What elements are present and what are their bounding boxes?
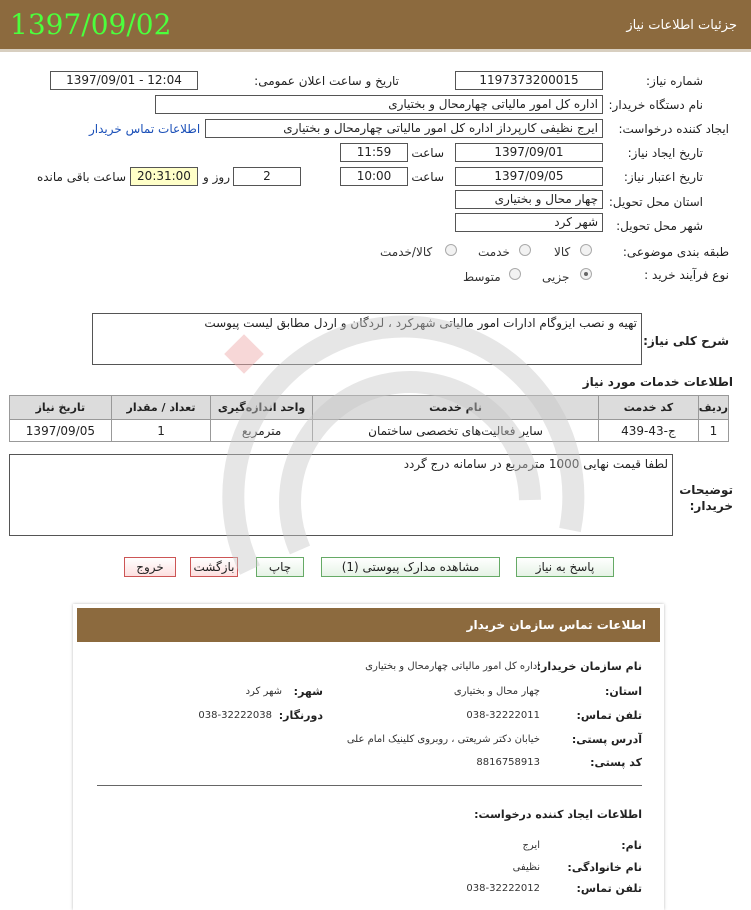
description-field[interactable]: تهیه و نصب ایزوگام ادارات امور مالیاتی شهرکرد ، لردگان و اردل مطابق لیست پیوست <box>92 313 642 365</box>
create-date-field[interactable]: 1397/09/01 <box>455 143 603 162</box>
buyer-org-label: نام دستگاه خریدار: <box>608 98 703 112</box>
process-option-minor: جزیی <box>542 270 570 284</box>
validity-label: تاریخ اعتبار نیاز: <box>623 170 703 184</box>
category-option-goods: کالا <box>554 245 571 259</box>
reply-button[interactable]: پاسخ به نیاز <box>516 557 614 577</box>
exit-button[interactable]: خروج <box>124 557 176 577</box>
validity-time-label: ساعت <box>411 170 444 184</box>
process-option-medium: متوسط <box>463 270 501 284</box>
city-label: شهر محل تحویل: <box>616 219 703 233</box>
contact-fax-value: 038-32222038 <box>198 710 272 721</box>
need-number-field[interactable]: 1197373200015 <box>455 71 603 90</box>
process-label: نوع فرآیند خرید : <box>644 268 729 282</box>
cell-need-date: 1397/09/05 <box>10 420 112 442</box>
category-radio-goods[interactable] <box>580 244 592 256</box>
table-row <box>10 420 729 442</box>
buyer-notes-label: توضیحات خریدار: <box>679 483 733 513</box>
creator-phone-value: 038-32222012 <box>466 883 540 894</box>
remaining-label: ساعت باقی مانده <box>36 170 126 184</box>
buyer-org-field[interactable]: اداره کل امور مالیاتی چهارمحال و بختیاری <box>155 95 603 114</box>
cell-service-code: ج-43-439 <box>599 420 699 442</box>
col-need-date: تاریخ نیاز <box>10 396 112 420</box>
table-header-row <box>10 396 729 420</box>
header-date: 1397/09/02 <box>10 8 172 41</box>
creator-name-value: ایرج <box>522 840 540 851</box>
cell-service-name: سایر فعالیت‌های تخصصی ساختمان <box>312 420 598 442</box>
contact-province-value: چهار محال و بختیاری <box>453 686 540 697</box>
cell-unit: مترمربع <box>211 420 313 442</box>
divider <box>97 785 642 786</box>
page-header <box>0 0 751 52</box>
creator-name-key: نام: <box>621 839 642 852</box>
contact-postal-key: کد پستی: <box>590 756 642 769</box>
create-date-label: تاریخ ایجاد نیاز: <box>627 146 703 160</box>
col-unit: واحد اندازه‌گیری <box>211 396 313 420</box>
col-service-name: نام خدمت <box>312 396 598 420</box>
province-label: استان محل تحویل: <box>608 195 703 209</box>
process-radio-minor[interactable] <box>580 268 592 280</box>
creator-family-value: نظیفی <box>512 862 540 873</box>
create-time-label: ساعت <box>411 146 444 160</box>
city-field[interactable]: شهر کرد <box>455 213 603 232</box>
validity-time-field[interactable]: 10:00 <box>340 167 408 186</box>
days-field[interactable]: 2 <box>233 167 301 186</box>
col-service-code: کد خدمت <box>599 396 699 420</box>
category-label: طبقه بندی موضوعی: <box>622 245 729 259</box>
days-label: روز و <box>203 170 230 184</box>
contact-city-value: شهر کرد <box>245 686 282 697</box>
province-field[interactable]: چهار محال و بختیاری <box>455 190 603 209</box>
description-label: شرح کلی نیاز: <box>643 334 729 348</box>
announce-field[interactable]: 1397/09/01 - 12:04 <box>50 71 198 90</box>
contact-org-key: نام سازمان خریدار: <box>536 660 642 673</box>
creator-info-title: اطلاعات ایجاد کننده درخواست: <box>474 808 642 821</box>
category-radio-service[interactable] <box>519 244 531 256</box>
contact-address-key: آدرس پستی: <box>571 733 642 746</box>
announce-label: تاریخ و ساعت اعلان عمومی: <box>254 74 399 88</box>
back-button[interactable]: بازگشت <box>190 557 238 577</box>
attachments-button[interactable]: مشاهده مدارک پیوستی (1) <box>321 557 500 577</box>
category-option-service: خدمت <box>478 245 510 259</box>
cell-row-number: 1 <box>698 420 728 442</box>
contact-phone-key: تلفن تماس: <box>576 709 642 722</box>
create-time-field[interactable]: 11:59 <box>340 143 408 162</box>
col-row-number: ردیف <box>698 396 728 420</box>
cell-quantity: 1 <box>111 420 210 442</box>
services-section-title: اطلاعات خدمات مورد نیاز <box>582 375 733 389</box>
contact-postal-value: 8816758913 <box>476 757 540 768</box>
contact-address-value: خیابان دکتر شریعتی ، روبروی کلینیک امام علی <box>346 734 540 745</box>
creator-field[interactable]: ایرج نظیفی کارپرداز اداره کل امور مالیاتی چهارمحال و بختیاری <box>205 119 603 138</box>
print-button[interactable]: چاپ <box>256 557 304 577</box>
category-option-both: کالا/خدمت <box>380 245 433 259</box>
creator-phone-key: تلفن تماس: <box>576 882 642 895</box>
need-number-label: شماره نیاز: <box>646 74 703 88</box>
page-title: جزئیات اطلاعات نیاز <box>626 18 737 33</box>
remaining-time-field[interactable]: 20:31:00 <box>130 167 198 186</box>
category-radio-both[interactable] <box>445 244 457 256</box>
services-table <box>9 395 729 442</box>
contact-city-key: شهر: <box>293 685 323 698</box>
creator-family-key: نام خانوادگی: <box>567 861 642 874</box>
contact-phone-value: 038-32222011 <box>466 710 540 721</box>
contact-fax-key: دورنگار: <box>278 709 323 722</box>
validity-date-field[interactable]: 1397/09/05 <box>455 167 603 186</box>
contact-province-key: استان: <box>605 685 642 698</box>
creator-label: ایجاد کننده درخواست: <box>618 122 729 136</box>
contact-card-title: اطلاعات تماس سازمان خریدار <box>77 608 660 642</box>
process-radio-medium[interactable] <box>509 268 521 280</box>
col-quantity: تعداد / مقدار <box>111 396 210 420</box>
buyer-contact-link[interactable]: اطلاعات تماس خریدار <box>89 122 201 136</box>
contact-org-value: اداره کل امور مالیاتی چهارمحال و بختیاری <box>365 661 540 672</box>
buyer-notes-field[interactable]: لطفا قیمت نهایی 1000 مترمربع در سامانه درج گردد <box>9 454 673 536</box>
buyer-contact-card <box>73 604 664 910</box>
